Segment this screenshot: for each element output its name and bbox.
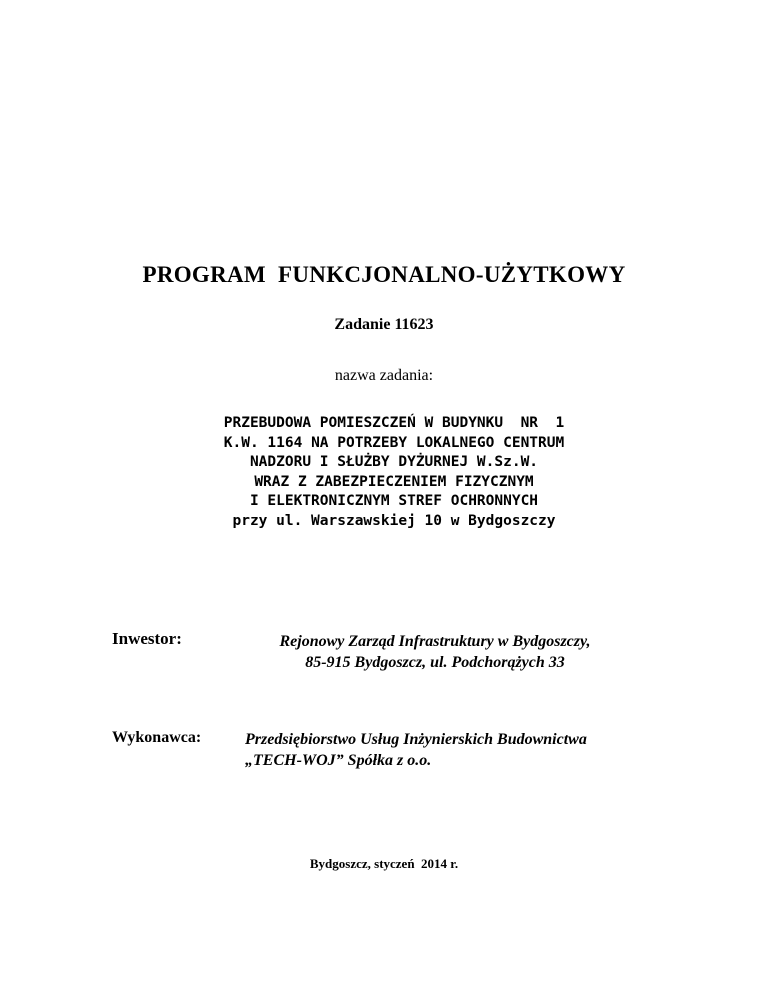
task-name-line: K.W. 1164 NA POTRZEBY LOKALNEGO CENTRUM	[223, 434, 565, 451]
contractor-company: „TECH-WOJ” Spółka z o.o.	[245, 752, 432, 769]
task-number: Zadanie 11623	[334, 316, 434, 333]
task-name-line: PRZEBUDOWA POMIESZCZEŃ W BUDYNKU NR 1	[223, 415, 565, 431]
contractor-details	[245, 729, 587, 771]
task-name-line: WRAZ Z ZABEZPIECZENIEM FIZYCZNYM	[254, 473, 534, 490]
investor-label: Inwestor:	[112, 629, 182, 648]
task-name-line: przy ul. Warszawskiej 10 w Bydgoszczy	[232, 512, 556, 529]
task-name-line: I ELEKTRONICZNYM STREF OCHRONNYCH	[249, 493, 539, 509]
investor-details	[245, 631, 625, 673]
task-name-label: nazwa zadania:	[334, 367, 434, 384]
task-name-block	[0, 414, 768, 531]
document-title: PROGRAM FUNKCJONALNO-UŻYTKOWY	[142, 262, 626, 287]
task-name-line: NADZORU I SŁUŻBY DYŻURNEJ W.Sz.W.	[249, 454, 539, 470]
investor-name: Rejonowy Zarząd Infrastruktury w Bydgoszczy,	[279, 633, 591, 650]
place-and-date: Bydgoszcz, styczeń 2014 r.	[309, 856, 459, 871]
contractor-label: Wykonawca:	[112, 729, 202, 746]
investor-address: 85-915 Bydgoszcz, ul. Podchorążych 33	[305, 654, 565, 671]
contractor-name: Przedsiębiorstwo Usług Inżynierskich Budownictwa	[245, 731, 587, 748]
